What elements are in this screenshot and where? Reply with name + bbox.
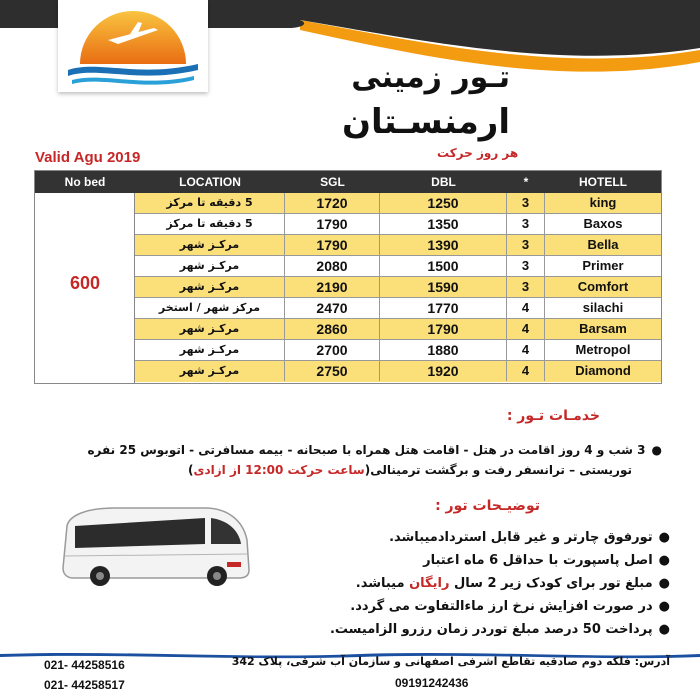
bullet-icon: ● (658, 622, 670, 637)
hotel-cell: Barsam (579, 321, 627, 336)
sgl-cell: 2860 (285, 319, 380, 339)
table-row (135, 214, 661, 235)
bullet-icon: ● (658, 553, 670, 568)
mobile-number: 09191242436 (395, 676, 469, 690)
location-cell: 5 دقیقه تا مرکز (135, 214, 285, 234)
list-item: ●پرداخت 50 درصد مبلغ توردر زمان رزرو الزامیست. (329, 622, 670, 637)
star-cell: 4 (507, 361, 545, 381)
column-header-sgl: SGL (320, 175, 345, 189)
services-line-2: توریستی – ترانسفر رفت و برگشت ترمینالی(ساعت حرکت 12:00 از ازادی) (187, 463, 632, 477)
column-header-location: LOCATION (179, 175, 241, 189)
destination-title: ارمنسـتان (341, 102, 510, 142)
dbl-cell: 1350 (380, 214, 507, 234)
bus-icon (55, 496, 255, 588)
list-item: ●تورفوق چارتر و غیر قابل استردادمیباشد. (389, 530, 670, 545)
dbl-cell: 1880 (380, 340, 507, 360)
table-header (35, 171, 661, 193)
list-item: ●مبلغ تور برای کودک زیر 2 سال رایگان میباشد. (355, 576, 670, 591)
phone-number-2: 021- 44258517 (44, 678, 125, 692)
bullet-icon: ● (658, 576, 670, 591)
column-header-hotel: HOTELL (579, 175, 627, 189)
sgl-cell: 2080 (285, 256, 380, 276)
departure-note: هر روز حرکت (437, 146, 519, 160)
hotel-cell: king (589, 195, 617, 210)
star-cell: 3 (507, 235, 545, 255)
star-cell: 3 (507, 277, 545, 297)
star-cell: 3 (507, 193, 545, 213)
services-text (32, 440, 662, 480)
table-row (135, 319, 661, 340)
sgl-cell: 1720 (285, 193, 380, 213)
column-header-star: * (523, 175, 529, 189)
dbl-cell: 1920 (380, 361, 507, 381)
location-cell: مرکز شهر / استخر (135, 298, 285, 318)
bullet-icon: ● (658, 599, 670, 614)
logo (58, 0, 208, 92)
sgl-cell: 2750 (285, 361, 380, 381)
star-cell: 3 (507, 256, 545, 276)
column-header-dbl: DBL (431, 175, 456, 189)
location-cell: مرکـز شهر (135, 235, 285, 255)
table-row (135, 193, 661, 214)
hotel-cell: Primer (582, 258, 624, 273)
list-item: ●در صورت افزایش نرخ ارز ماءالتفاوت می گردد. (350, 599, 670, 614)
nobed-cell (35, 193, 135, 383)
sgl-cell: 1790 (285, 214, 380, 234)
hotel-cell: silachi (582, 300, 624, 315)
dbl-cell: 1770 (380, 298, 507, 318)
location-cell: مرکـز شهر (135, 319, 285, 339)
bullet-icon: ● (658, 530, 670, 545)
services-heading: خدمـات تـور : (506, 408, 600, 424)
hotel-cell: Comfort (577, 279, 629, 294)
sgl-cell: 1790 (285, 235, 380, 255)
table-row (135, 235, 661, 256)
tour-title: تـور زمینی (351, 60, 510, 95)
sgl-cell: 2470 (285, 298, 380, 318)
services-line-1: ●3 شب و 4 روز اقامت در هتل - اقامت هتل همراه با صبحانه - بیمه مسافرتی - اتوبوس 25 نفره (87, 443, 662, 457)
star-cell: 4 (507, 319, 545, 339)
location-cell: مرکـز شهر (135, 277, 285, 297)
price-table (34, 170, 662, 384)
location-cell: 5 دقیقه تا مرکز (135, 193, 285, 213)
hotel-cell: Baxos (583, 216, 623, 231)
notes-list (250, 526, 670, 641)
table-row (135, 298, 661, 319)
sgl-cell: 2700 (285, 340, 380, 360)
table-row (135, 340, 661, 361)
location-cell: مرکـز شهر (135, 361, 285, 381)
hotel-cell: Diamond (575, 363, 631, 378)
phone-number-1: 021- 44258516 (44, 658, 125, 672)
hotel-cell: Metropol (575, 342, 631, 357)
table-row (135, 277, 661, 298)
location-cell: مرکـز شهر (135, 256, 285, 276)
table-row (135, 361, 661, 382)
star-cell: 4 (507, 340, 545, 360)
sgl-cell: 2190 (285, 277, 380, 297)
list-item: ●اصل پاسپورت با حداقل 6 ماه اعتبار (423, 553, 670, 568)
hotel-cell: Bella (587, 237, 619, 252)
star-cell: 3 (507, 214, 545, 234)
dbl-cell: 1790 (380, 319, 507, 339)
dbl-cell: 1500 (380, 256, 507, 276)
address: آدرس: فلکه دوم صادقیه تقاطع اشرفی اصفهانی و سازمان آب شرقی، پلاک 342 (231, 655, 670, 668)
header (0, 0, 700, 150)
dbl-cell: 1250 (380, 193, 507, 213)
star-cell: 4 (507, 298, 545, 318)
validity-label: Valid Agu 2019 (35, 149, 141, 166)
nobed-price: 600 (69, 273, 101, 293)
dbl-cell: 1390 (380, 235, 507, 255)
location-cell: مرکـز شهر (135, 340, 285, 360)
table-row (135, 256, 661, 277)
sun-plane-logo-icon (58, 0, 208, 92)
dbl-cell: 1590 (380, 277, 507, 297)
bullet-icon: ● (651, 443, 662, 457)
column-header-nobed: No bed (64, 175, 106, 189)
notes-heading: توضیـحات تور : (435, 498, 540, 514)
